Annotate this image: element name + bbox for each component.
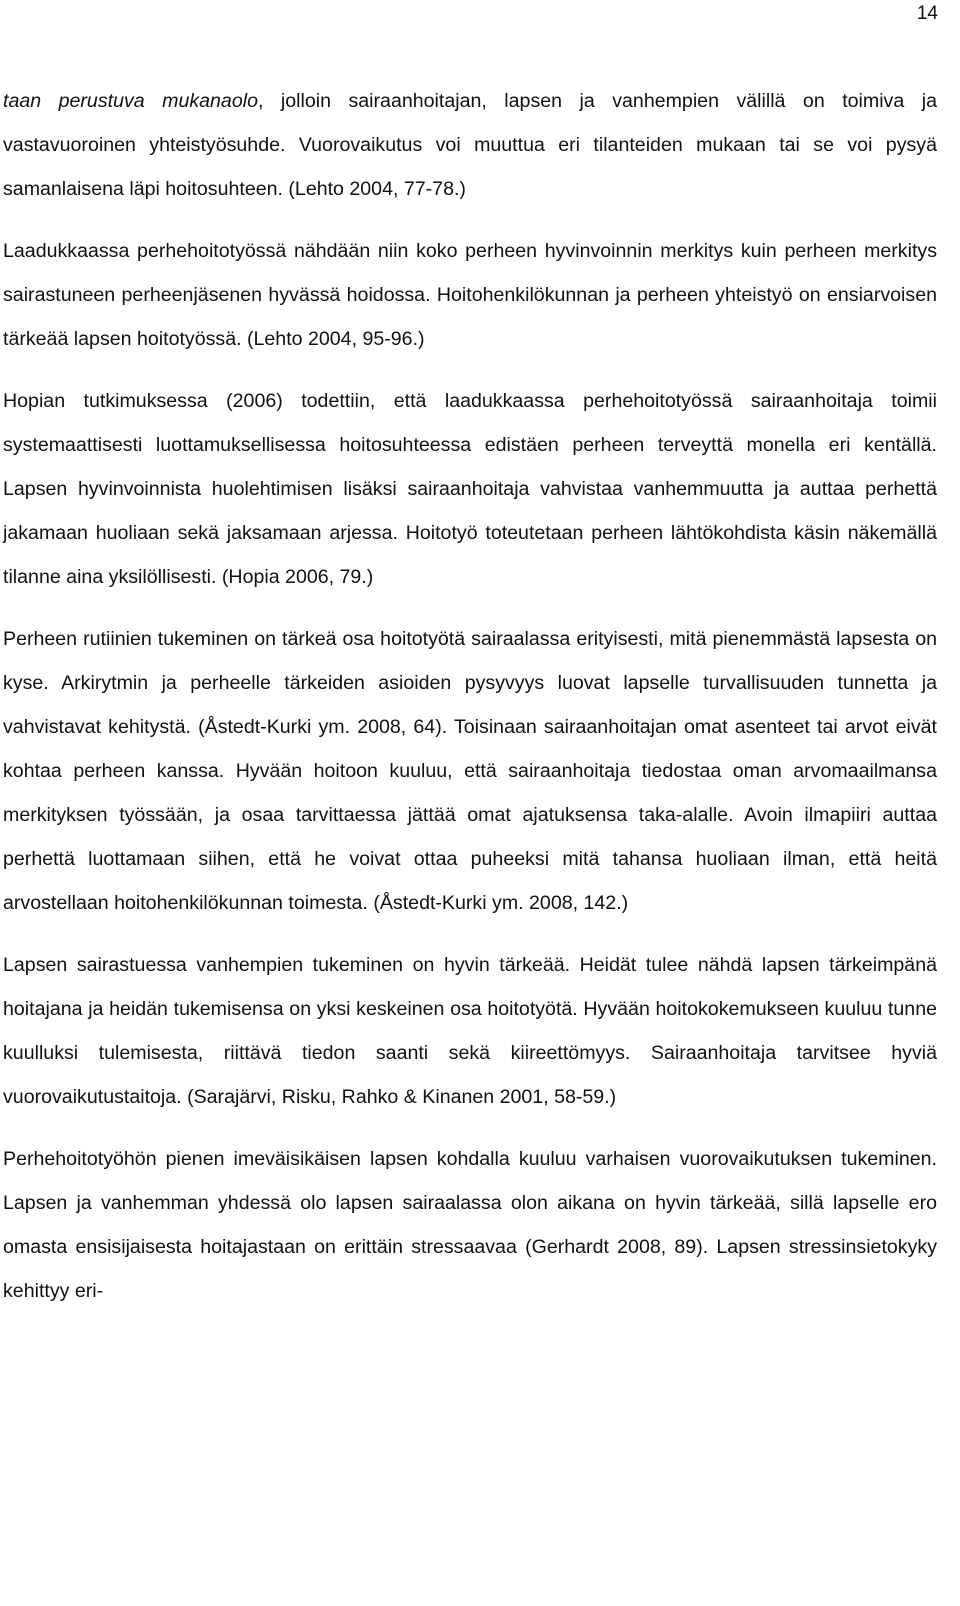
paragraph-text: , jolloin sairaanhoitajan, lapsen ja vanhempien välillä on toimiva ja vastavuoroinen yhteistyösuhde. Vuorovaikutus voi muuttua eri tilanteiden mukaan tai se voi pysyä samanlaisena läpi hoitosuhteen. (Lehto 2004, 77-78.) <box>3 90 937 200</box>
paragraph-2 <box>3 229 937 361</box>
italic-lead-phrase: taan perustuva mukanaolo <box>3 90 258 112</box>
page-number: 14 <box>916 3 938 24</box>
paragraph-text: Lapsen sairastuessa vanhempien tukeminen on hyvin tärkeää. Heidät tulee nähdä lapsen tärkeimpänä hoitajana ja heidän tukemisensa on yksi keskeinen osa hoitotyötä. Hyvään hoitokokemukseen kuuluu tunne kuulluksi tulemisesta, riittävä tiedon saanti sekä kiireettömyys. Sairaanhoitaja tarvitsee hyviä vuorovaikutustaitoja. (Sarajärvi, Risku, Rahko & Kinanen 2001, 58-59.) <box>3 954 937 1108</box>
paragraph-4 <box>3 617 937 925</box>
paragraph-text: Perheen rutiinien tukeminen on tärkeä osa hoitotyötä sairaalassa erityisesti, mitä pienemmästä lapsesta on kyse. Arkirytmin ja perheelle tärkeiden asioiden pysyvyys luovat lapselle turvallisuuden tunnetta ja vahvistavat kehitystä. (Åstedt-Kurki ym. 2008, 64). Toisinaan sairaanhoitajan omat asenteet tai arvot eivät kohtaa perheen kanssa. Hyvään hoitoon kuuluu, että sairaanhoitaja tiedostaa oman arvomaailmansa merkityksen työssään, ja osaa tarvittaessa jättää omat ajatuksensa taka-alalle. Avoin ilmapiiri auttaa perhettä luottamaan siihen, että he voivat ottaa puheeksi mitä tahansa huoliaan ilman, että heitä arvostellaan hoitohenkilökunnan toimesta. (Åstedt-Kurki ym. 2008, 142.) <box>3 628 937 914</box>
paragraph-text: Laadukkaassa perhehoitotyössä nähdään niin koko perheen hyvinvoinnin merkitys kuin perheen merkitys sairastuneen perheenjäsenen hyvässä hoidossa. Hoitohenkilökunnan ja perheen yhteistyö on ensiarvoisen tärkeää lapsen hoitotyössä. (Lehto 2004, 95-96.) <box>3 240 937 350</box>
paragraph-text: Hopian tutkimuksessa (2006) todettiin, että laadukkaassa perhehoitotyössä sairaanhoitaja toimii systemaattisesti luottamuksellisessa hoitosuhteessa edistäen perheen terveyttä monella eri kentällä. Lapsen hyvinvoinnista huolehtimisen lisäksi sairaanhoitaja vahvistaa vanhemmuutta ja auttaa perhettä jakamaan huoliaan sekä jaksamaan arjessa. Hoitotyö toteutetaan perheen lähtökohdista käsin näkemällä tilanne aina yksilöllisesti. (Hopia 2006, 79.) <box>3 390 937 588</box>
paragraph-1 <box>3 79 937 211</box>
body-text <box>3 79 937 1313</box>
paragraph-3 <box>3 379 937 599</box>
paragraph-text: Perhehoitotyöhön pienen imeväisikäisen lapsen kohdalla kuuluu varhaisen vuorovaikutuksen tukeminen. Lapsen ja vanhemman yhdessä olo lapsen sairaalassa olon aikana on hyvin tärkeää, sillä lapselle ero omasta ensisijaisesta hoitajastaan on erittäin stressaavaa (Gerhardt 2008, 89). Lapsen stressinsietokyky kehittyy eri- <box>3 1148 937 1302</box>
paragraph-5 <box>3 943 937 1119</box>
paragraph-6 <box>3 1137 937 1313</box>
